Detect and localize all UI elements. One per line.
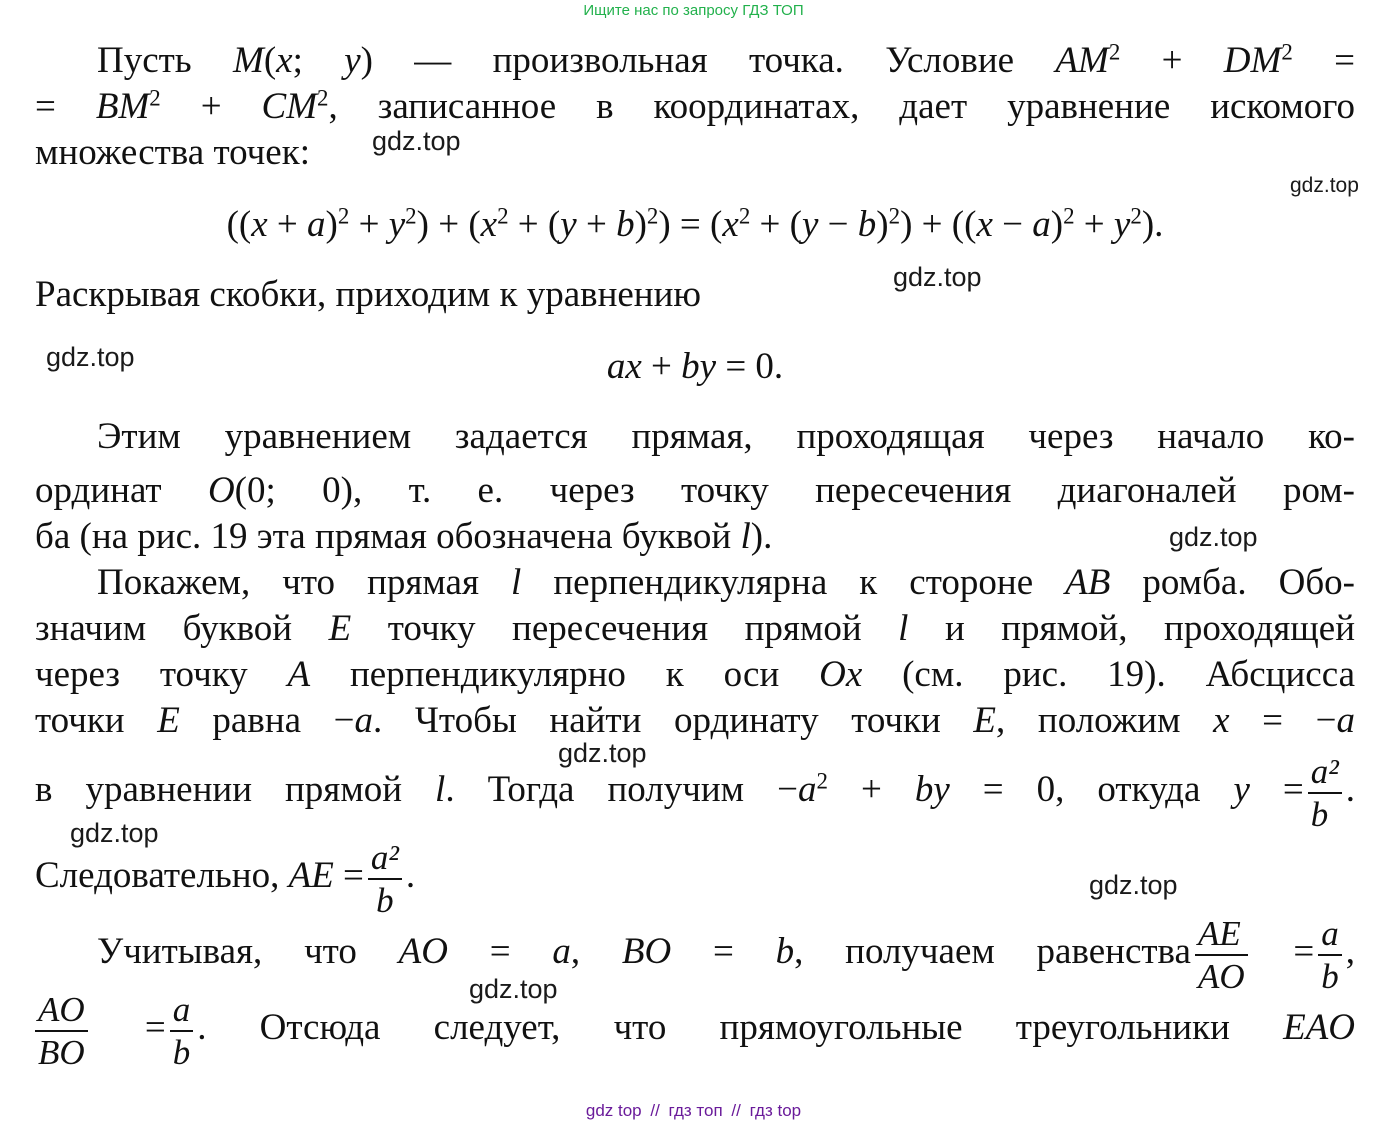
text-line-4: Раскрывая скобки, приходим к уравнению — [35, 274, 702, 315]
footer-link-gdz-top[interactable]: gdz top — [585, 1101, 642, 1120]
text-line-15: $\frac{AO}{BO}$ = $\frac{a}{b}$ . Отсюда следует, что прямоугольные треугольники EAO — [35, 980, 1355, 1076]
text-line-8: Покажем, что прямая l перпендикулярна к стороне AB ромба. Обо- — [97, 562, 1355, 603]
fraction: $\frac{a}{b}$ — [170, 992, 194, 1070]
fraction: $\frac{a}{b}$ — [1318, 916, 1342, 994]
text-line-14: Учитывая, что AO = a, BO = b, получаем равенства $\frac{AE}{AO}$ = $\frac{a}{b}$ , — [97, 913, 1355, 996]
watermark-text: gdz.top — [469, 974, 558, 1004]
text-line-3: множества точек: — [35, 132, 310, 173]
footer-separator: // — [650, 1101, 660, 1120]
text-line-9: значим буквой E точку пересечения прямой l и прямой, проходящей — [35, 608, 1355, 649]
watermark-text: gdz.top — [372, 126, 461, 156]
footer-separator: // — [731, 1101, 741, 1120]
text-line-1: Пусть M(x; y) — произвольная точка. Условие $AM^2 + DM^2$ = — [97, 39, 1356, 81]
text-line-2: = $BM^2 + CM^2$, записанное в координатах, дает уравнение искомого — [35, 85, 1355, 127]
watermark-text: gdz.top — [1169, 522, 1258, 552]
fraction: $\frac{AO}{BO}$ — [35, 992, 88, 1070]
fraction: $\frac{AE}{AO}$ — [1195, 916, 1248, 994]
text-line-7: ба (на рис. 19 эта прямая обозначена буквой l). — [35, 516, 773, 557]
watermark-text: gdz.top — [1290, 174, 1359, 197]
watermark-text: gdz.top — [1089, 870, 1178, 900]
footer-link-gdz-top-mixed[interactable]: гдз top — [749, 1101, 802, 1120]
equation-1: $((x + a)^2 + y^2) + (x^2 + (y + b)^2) = (x^2 + (y - b)^2) + ((x - a)^2 + y^2)$. — [226, 203, 1164, 245]
text-line-11: точки E равна −a. Чтобы найти ординату точки E, положим x = −a — [35, 700, 1356, 741]
text-line-10: через точку A перпендикулярно к оси Ox (см. рис. 19). Абсцисса — [35, 654, 1355, 695]
watermark-text: gdz.top — [46, 342, 135, 372]
text-line-12: в уравнении прямой l. Тогда получим $-a^2$ + by = 0, откуда y = $\frac{\text{a²}}{b}$ . — [35, 751, 1355, 834]
text-line-13: Следовательно, AE = $\frac{\text{a²}}{b}$ . — [35, 837, 416, 920]
watermark-text: gdz.top — [558, 738, 647, 768]
footer-links — [0, 1101, 1387, 1121]
fraction: $\frac{\text{a²}}{b}$ — [1308, 754, 1342, 832]
footer-link-gdz-top-cyr[interactable]: гдз топ — [668, 1101, 723, 1120]
equation-2: ax + by = 0. — [606, 346, 784, 387]
search-note: Ищите нас по запросу ГДЗ ТОП — [583, 2, 804, 19]
text-line-5: Этим уравнением задается прямая, проходящая через начало ко- — [97, 416, 1355, 457]
text-line-6: ординат O(0; 0), т. е. через точку пересечения диагоналей ром- — [35, 470, 1355, 511]
watermark-text: gdz.top — [893, 262, 982, 292]
watermark-text: gdz.top — [70, 818, 159, 848]
fraction: $\frac{\text{a²}}{b}$ — [368, 840, 402, 918]
